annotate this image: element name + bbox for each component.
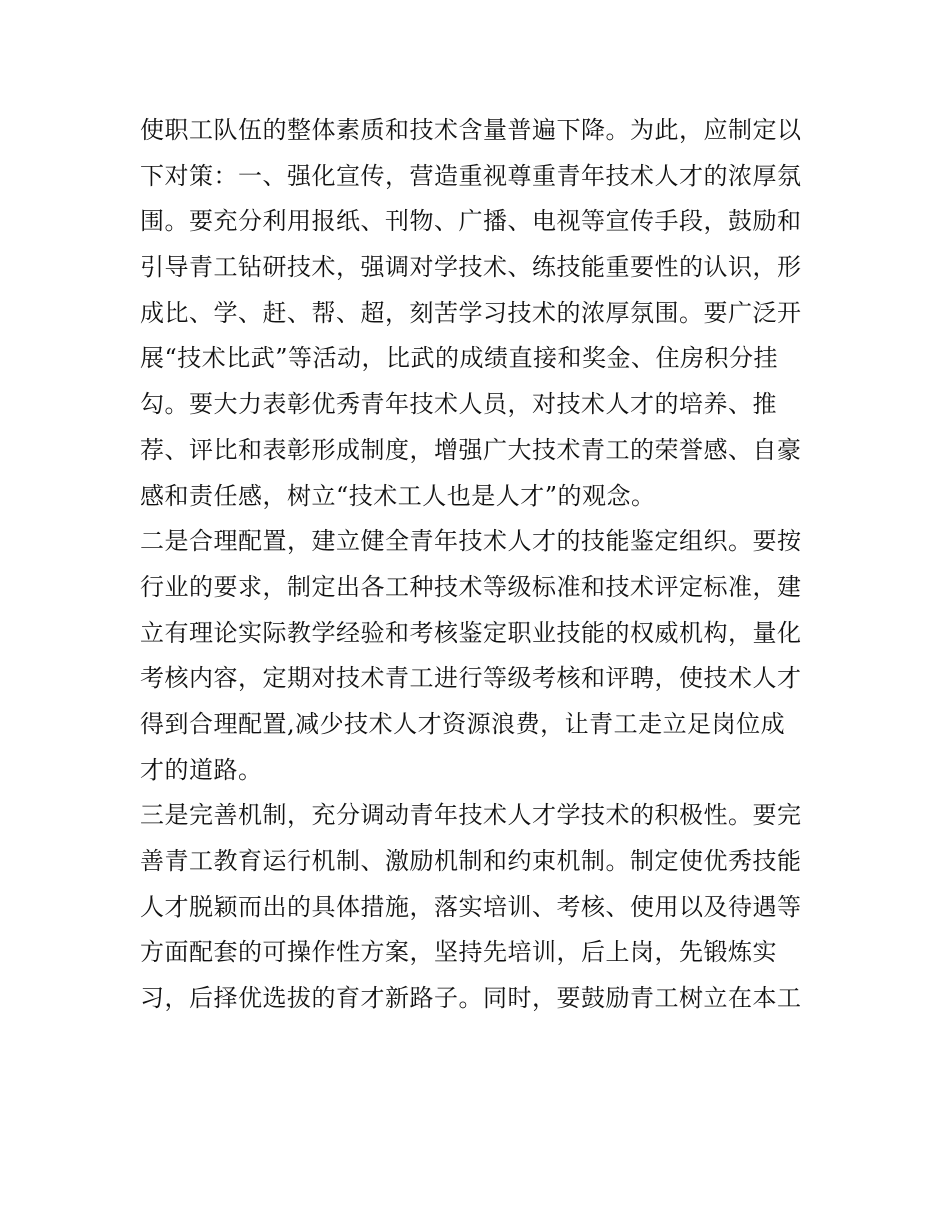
text-line: 二是合理配置，建立健全青年技术人才的技能鉴定组织。要按 (140, 527, 802, 556)
text-line: 围。要充分利用报纸、刊物、广播、电视等宣传手段，鼓励和 (140, 207, 802, 236)
text-line: 得到合理配置,减少技术人才资源浪费，让青工走立足岗位成 (140, 709, 786, 738)
text-line: 展“技术比武”等活动，比武的成绩直接和奖金、住房积分挂 (140, 344, 779, 373)
text-line: 下对策：一、强化宣传，营造重视尊重青年技术人才的浓厚氛 (140, 161, 802, 190)
text-line: 引导青工钻研技术，强调对学技术、练技能重要性的认识，形 (140, 253, 802, 282)
text-line: 才的道路。 (140, 755, 263, 784)
text-line: 立有理论实际教学经验和考核鉴定职业技能的权威机构，量化 (140, 618, 802, 647)
text-line: 考核内容，定期对技术青工进行等级考核和评聘，使技术人才 (140, 664, 802, 693)
text-line: 人才脱颖而出的具体措施，落实培训、考核、使用以及待遇等 (140, 892, 802, 921)
text-line: 善青工教育运行机制、激励机制和约束机制。制定使优秀技能 (140, 847, 802, 875)
text-line: 使职工队伍的整体素质和技术含量普遍下降。为此，应制定以 (140, 116, 802, 144)
document-body (140, 108, 820, 1022)
text-line: 感和责任感，树立“技术工人也是人才”的观念。 (140, 481, 656, 510)
text-line: 方面配套的可操作性方案，坚持先培训，后上岗，先锻炼实 (140, 938, 777, 967)
text-line: 成比、学、赶、帮、超，刻苦学习技术的浓厚氛围。要广泛开 (140, 298, 802, 327)
text-line: 勾。要大力表彰优秀青年技术人员，对技术人才的培养、推 (140, 390, 777, 419)
text-line: 荐、评比和表彰形成制度，增强广大技术青工的荣誉感、自豪 (140, 435, 802, 464)
text-line: 行业的要求，制定出各工种技术等级标准和技术评定标准，建 (140, 572, 802, 601)
text-line: 三是完善机制，充分调动青年技术人才学技术的积极性。要完 (140, 801, 802, 830)
text-line: 习，后择优选拔的育才新路子。同时，要鼓励青工树立在本工 (140, 984, 802, 1013)
